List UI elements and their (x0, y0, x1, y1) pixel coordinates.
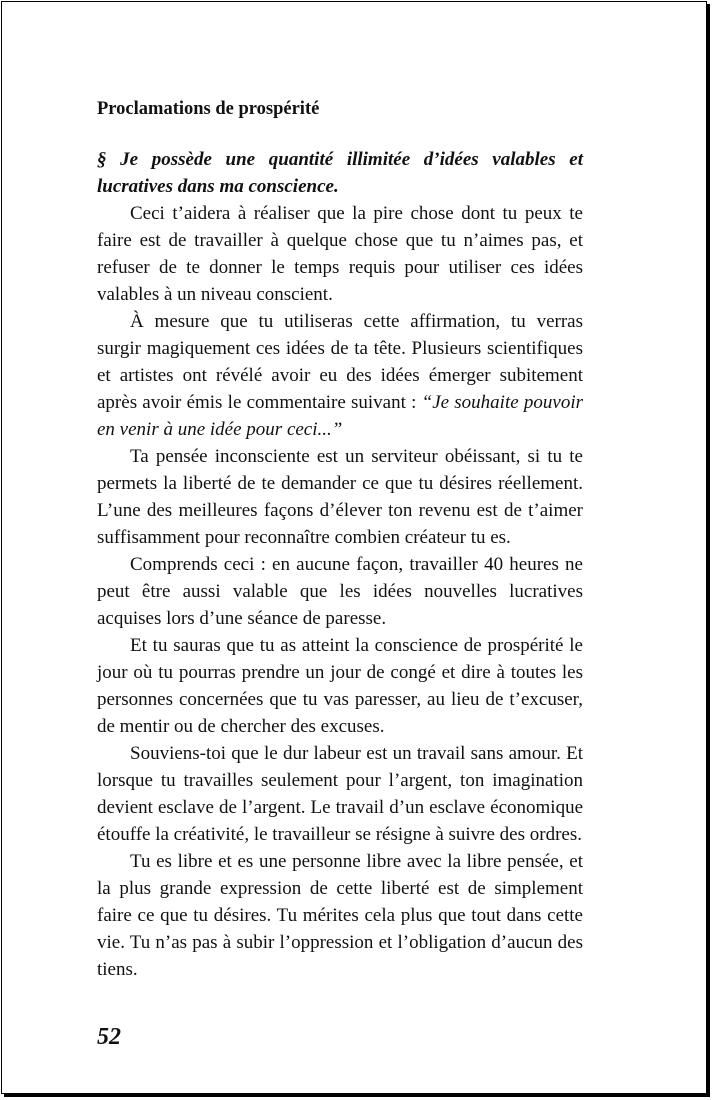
running-title: Proclamations de prospérité (97, 99, 320, 119)
page-number: 52 (97, 1024, 121, 1050)
paragraph-2 (97, 308, 583, 443)
paragraph-6: Souviens-toi que le dur labeur est un travail sans amour. Et lorsque tu travailles seulement pour l’argent, ton imagination devient esclave de l’argent. Le travail d’un esclave économique étouffe la créativité, le travailleur se résigne à suivre des ordres. (97, 743, 583, 845)
paragraph-7: Tu es libre et es une personne libre avec la libre pensée, et la plus grande expression de cette liberté est de simplement faire ce que tu désires. Tu mérites cela plus que tout dans cette vie. Tu n’as pas à subir l’oppression et l’obligation d’aucun des tiens. (97, 851, 583, 980)
paragraph-3: Ta pensée inconsciente est un serviteur obéissant, si tu te permets la liberté de te demander ce que tu désires réellement. L’une des meilleures façons d’élever ton revenu est de t’aimer suffisamment pour reconnaître combien créateur tu es. (97, 446, 583, 548)
affirmation-heading: § Je possède une quantité illimitée d’idées valables et lucratives dans ma conscience. (97, 149, 583, 197)
page-shadow-bottom (4, 1094, 710, 1097)
paragraph-5: Et tu sauras que tu as atteint la conscience de prospérité le jour où tu pourras prendre un jour de congé et dire à toutes les personnes concernées que tu vas paresser, au lieu de t’excuser, de mentir ou de chercher des excuses. (97, 635, 583, 737)
paragraph-2-text: À mesure que tu utiliseras cette affirmation, tu verras surgir magiquement ces idées de ta tête. Plusieurs scientifiques et artistes ont révélé avoir eu des idées émerger subitement après avoir émis le commentaire suivant : (97, 311, 583, 413)
paragraph-4: Comprends ceci : en aucune façon, travailler 40 heures ne peut être aussi valable que les idées nouvelles lucratives acquises lors d’une séance de paresse. (97, 554, 583, 629)
page-body (97, 96, 583, 983)
page-shadow-right (707, 4, 710, 1097)
paragraph-2-quote: “Je souhaite pouvoir en venir à une idée pour ceci...” (97, 392, 583, 440)
paragraph-1: Ceci t’aidera à réaliser que la pire chose dont tu peux te faire est de travailler à quelque chose que tu n’aimes pas, et refuser de te donner le temps requis pour utiliser ces idées valables à un niveau conscient. (97, 203, 583, 305)
